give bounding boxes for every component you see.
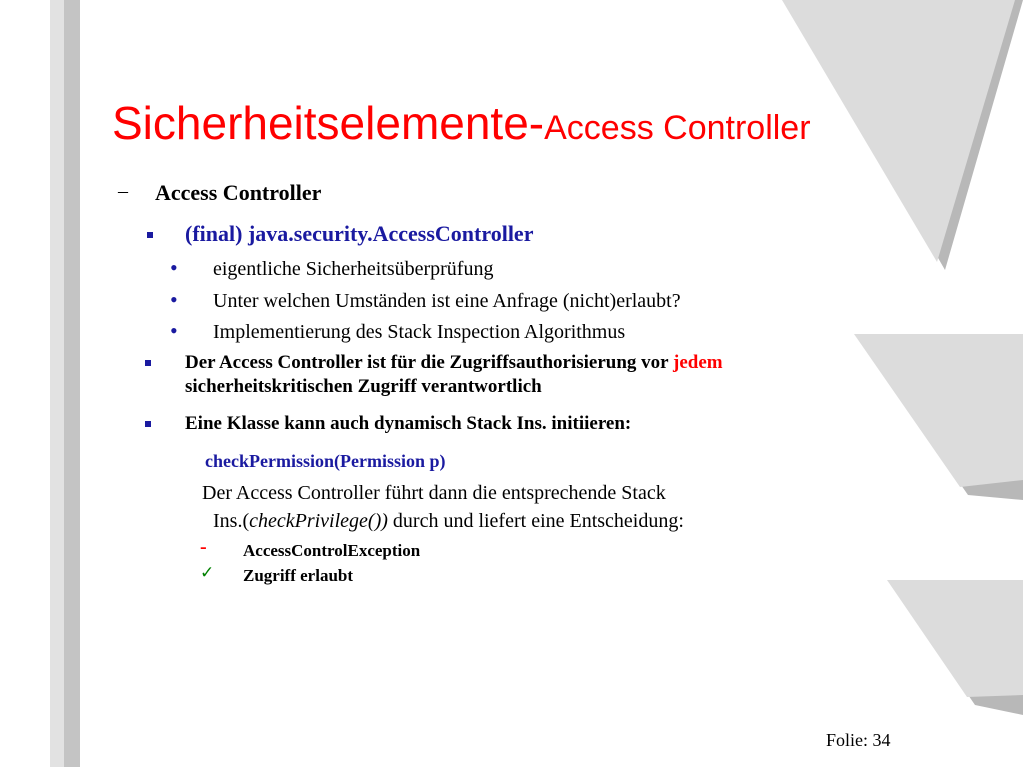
description-text-b: durch und liefert eine Entscheidung: xyxy=(387,510,684,532)
outcome-allowed: Zugriff erlaubt xyxy=(243,566,354,585)
triangle-2 xyxy=(854,334,1023,487)
description-italic: checkPrivilege()) xyxy=(249,510,388,532)
description-line1: Der Access Controller führt dann die entsprechende Stack xyxy=(202,482,666,504)
left-bar-dark xyxy=(64,0,80,767)
statement-2: Eine Klasse kann auch dynamisch Stack Ins. initiieren: xyxy=(185,413,632,434)
description-text-a: Ins.( xyxy=(213,510,250,532)
title-sub: Access Controller xyxy=(544,109,811,147)
dash-icon: - xyxy=(200,536,207,558)
check-icon: ✓ xyxy=(200,563,215,582)
statement-1-highlight: jedem xyxy=(673,352,723,373)
slide-number: Folie: 34 xyxy=(826,730,891,750)
level1-marker: – xyxy=(118,180,128,202)
statement-1-line1 xyxy=(185,352,723,374)
left-bar-light xyxy=(50,0,64,767)
bullet-dot-icon: • xyxy=(170,255,178,280)
method-call: checkPermission(Permission p) xyxy=(205,451,446,471)
description-line2 xyxy=(213,510,684,533)
square-bullet-icon xyxy=(145,421,151,427)
level1-heading: Access Controller xyxy=(155,180,322,205)
slide-title xyxy=(112,97,811,149)
triangle-3 xyxy=(887,580,1023,697)
bullet-item-3: Implementierung des Stack Inspection Algorithmus xyxy=(213,321,626,343)
outcome-exception: AccessControlException xyxy=(243,541,421,560)
bullet-dot-icon: • xyxy=(170,287,178,312)
bullet-item-1: eigentliche Sicherheitsüberprüfung xyxy=(213,258,494,280)
title-main: Sicherheitselemente- xyxy=(112,97,545,149)
bullet-dot-icon: • xyxy=(170,318,178,343)
square-bullet-icon xyxy=(145,360,151,366)
statement-1-text: Der Access Controller ist für die Zugriffsauthorisierung vor xyxy=(185,352,673,373)
square-bullet-icon xyxy=(147,232,153,238)
bullet-item-2: Unter welchen Umständen ist eine Anfrage (nicht)erlaubt? xyxy=(213,290,681,312)
statement-1-line2: sicherheitskritischen Zugriff verantwortlich xyxy=(185,376,542,397)
class-item: (final) java.security.AccessController xyxy=(185,221,534,246)
